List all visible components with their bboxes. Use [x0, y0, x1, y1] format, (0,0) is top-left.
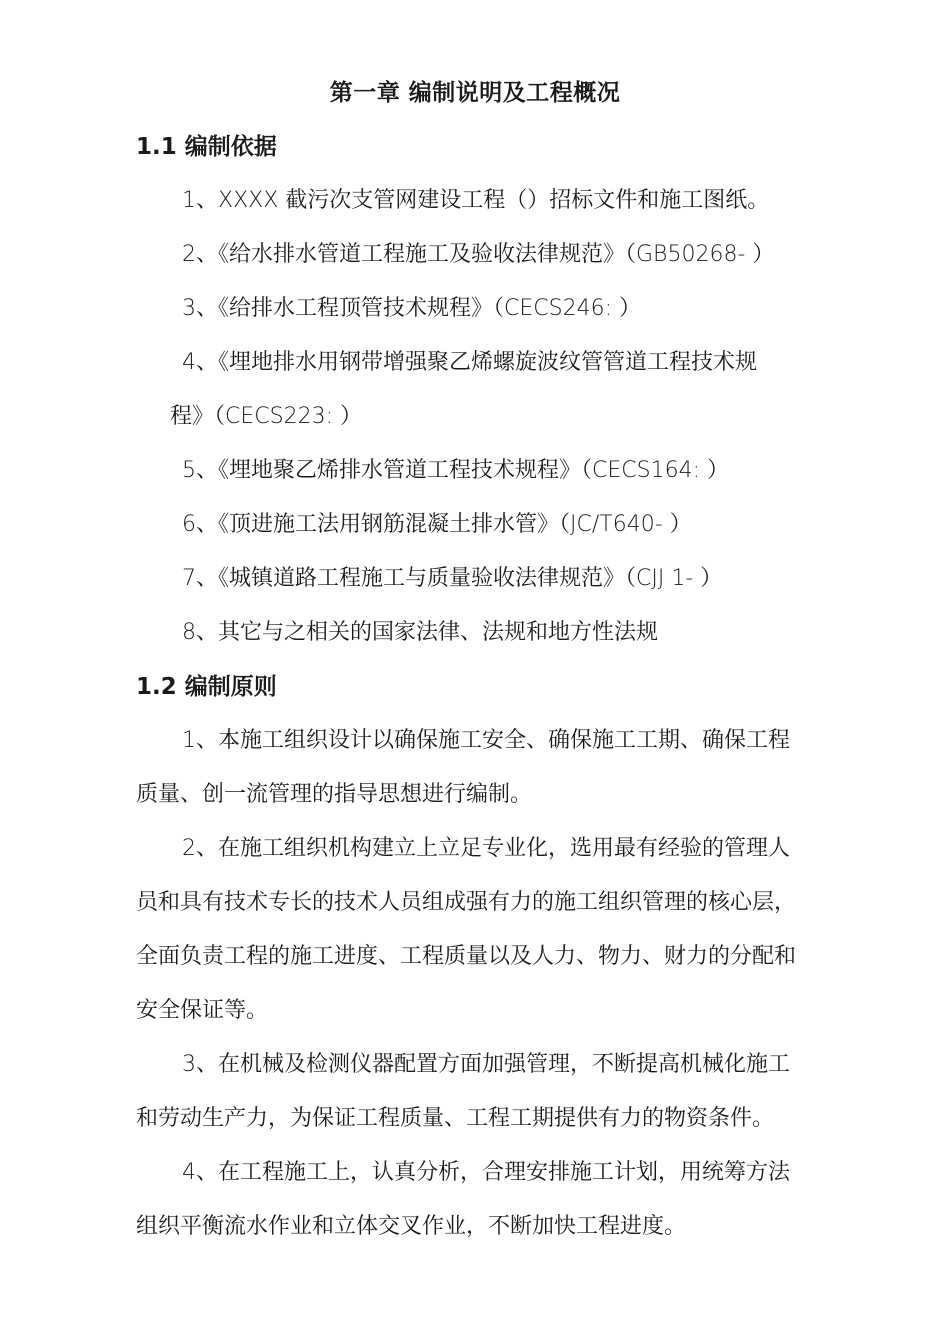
section-heading-1-2: 1.2 编制原则: [136, 674, 277, 700]
basis-item-4-continued: 程》（CECS223: ）: [170, 404, 362, 429]
basis-item-2: 2、《给水排水管道工程施工及验收法律规范》（GB50268- ）: [182, 242, 775, 267]
principle-line: 2、在施工组织机构建立上立足专业化，选用最有经验的管理人: [182, 836, 790, 861]
basis-item-1: 1、XXXX 截污次支管网建设工程（）招标文件和施工图纸。: [182, 188, 770, 213]
principle-line: 质量、创一流管理的指导思想进行编制。: [136, 782, 533, 807]
basis-item-6: 6、《顶进施工法用钢筋混凝土排水管》（JC/T640- ）: [182, 512, 692, 537]
basis-item-7: 7、《城镇道路工程施工与质量验收法律规范》（CJJ 1- ）: [182, 566, 723, 591]
principle-line: 安全保证等。: [136, 998, 269, 1023]
chapter-title: 第一章 编制说明及工程概况: [329, 80, 621, 106]
basis-item-8: 8、其它与之相关的国家法律、法规和地方性法规: [182, 620, 658, 645]
principle-line: 4、在工程施工上，认真分析，合理安排施工计划，用统筹方法: [182, 1160, 790, 1185]
basis-item-4: 4、《埋地排水用钢带增强聚乙烯螺旋波纹管管道工程技术规: [182, 350, 757, 375]
principle-line: 组织平衡流水作业和立体交叉作业，不断加快工程进度。: [136, 1214, 687, 1239]
principle-line: 1、本施工组织设计以确保施工安全、确保施工工期、确保工程: [182, 728, 790, 753]
principle-line: 员和具有技术专长的技术人员组成强有力的施工组织管理的核心层，: [136, 890, 797, 915]
principle-line: 全面负责工程的施工进度、工程质量以及人力、物力、财力的分配和: [136, 944, 797, 969]
principle-line: 和劳动生产力，为保证工程质量、工程工期提供有力的物资条件。: [136, 1106, 775, 1131]
section-heading-1-1: 1.1 编制依据: [136, 134, 277, 160]
principle-line: 3、在机械及检测仪器配置方面加强管理，不断提高机械化施工: [182, 1052, 790, 1077]
basis-item-3: 3、《给排水工程顶管技术规程》（CECS246: ）: [182, 296, 641, 321]
basis-item-5: 5、《埋地聚乙烯排水管道工程技术规程》（CECS164: ）: [182, 458, 729, 483]
